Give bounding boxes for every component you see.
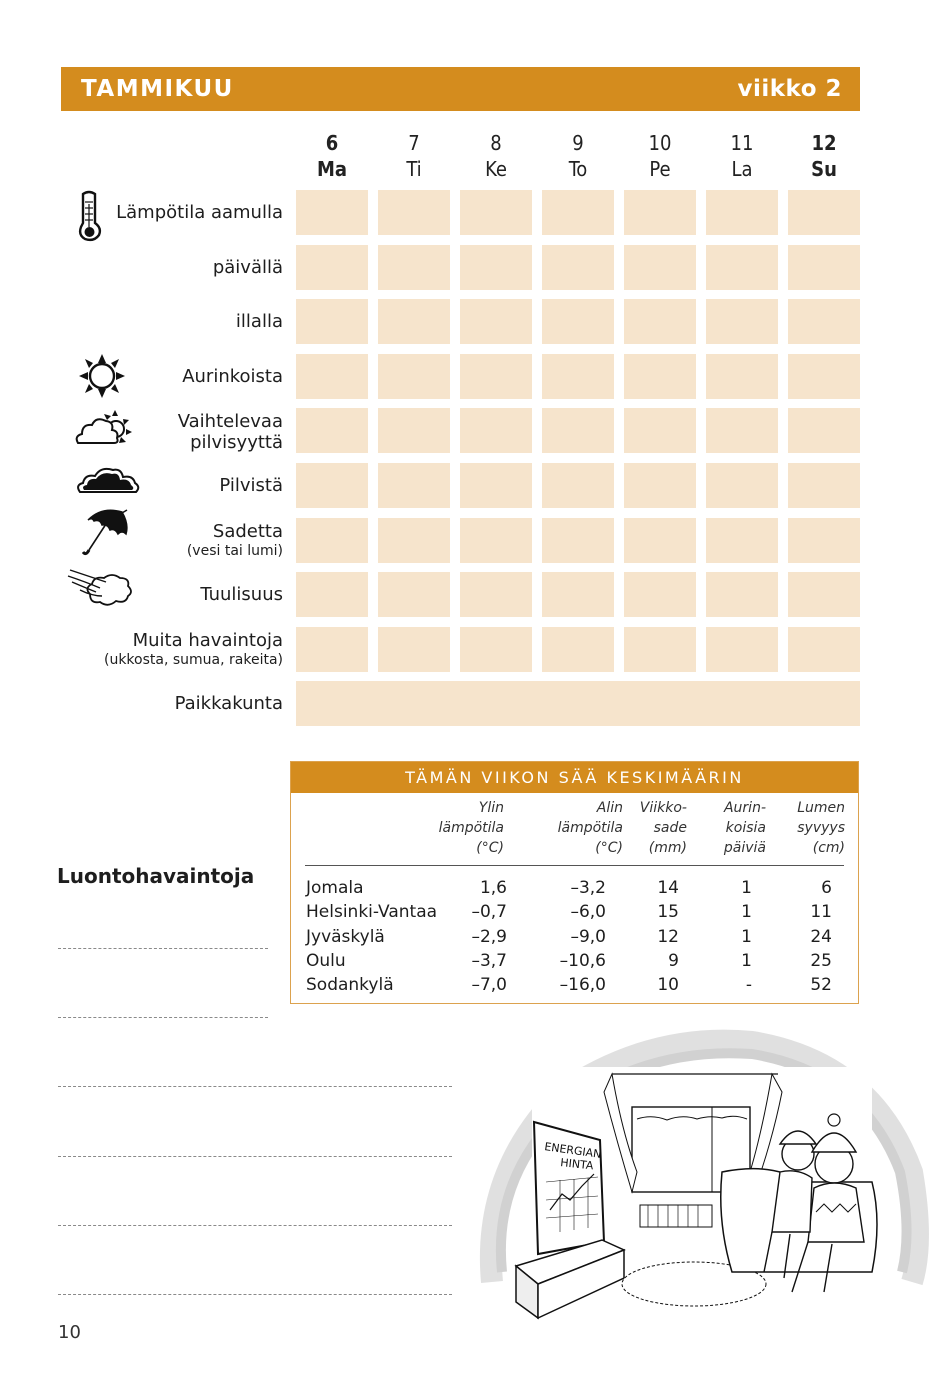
- row-label-subtext: (vesi tai lumi): [186, 542, 283, 559]
- day-number: 11: [730, 131, 754, 155]
- entry-cell[interactable]: [460, 518, 532, 563]
- entry-cell[interactable]: [378, 518, 450, 563]
- column-header-line: Viikko-: [639, 800, 687, 816]
- row-label: [104, 630, 283, 670]
- day-header: [706, 130, 778, 182]
- column-header-line: (cm): [812, 840, 845, 856]
- row-label-subtext: (ukkosta, sumua, rakeita): [103, 651, 283, 668]
- entry-cell[interactable]: [706, 572, 778, 617]
- note-line[interactable]: [58, 948, 268, 949]
- entry-cell[interactable]: [542, 190, 614, 235]
- day-name: Ma: [316, 157, 348, 181]
- entry-cell[interactable]: [542, 572, 614, 617]
- entry-cell[interactable]: [460, 463, 532, 508]
- entry-cell[interactable]: [378, 408, 450, 453]
- entry-cell[interactable]: [296, 572, 368, 617]
- weekly-average-title: TÄMÄN VIIKON SÄÄ KESKIMÄÄRIN: [291, 762, 858, 793]
- day-name: Ti: [406, 157, 422, 181]
- column-header: [724, 798, 766, 858]
- column-header-line: (°C): [595, 840, 623, 856]
- entry-cell[interactable]: [788, 572, 860, 617]
- entry-cell[interactable]: [296, 354, 368, 399]
- column-header-line: lämpötila: [557, 820, 623, 836]
- table-value: 1: [741, 902, 752, 923]
- table-value: 9: [668, 950, 679, 971]
- month-title: TAMMIKUU: [81, 76, 234, 102]
- entry-cell[interactable]: [460, 408, 532, 453]
- entry-cell[interactable]: [542, 299, 614, 344]
- day-name: To: [568, 157, 588, 181]
- entry-cell[interactable]: [542, 627, 614, 672]
- column-header: [439, 798, 504, 858]
- table-value: 14: [657, 878, 679, 898]
- table-row: [291, 973, 858, 997]
- table-row: [291, 900, 858, 924]
- entry-cell[interactable]: [542, 408, 614, 453]
- thermometer-icon: [72, 190, 106, 242]
- column-header-line: Lumen: [797, 800, 845, 816]
- table-divider: [305, 865, 844, 866]
- column-header-line: koisia: [725, 820, 766, 836]
- entry-cell[interactable]: [296, 408, 368, 453]
- entry-cell[interactable]: [706, 299, 778, 344]
- sweater: [808, 1183, 864, 1242]
- entry-cell[interactable]: [706, 463, 778, 508]
- partly-cloudy-icon: [74, 410, 134, 446]
- row-label-text: Tuulisuus: [200, 584, 283, 606]
- table-value: 11: [810, 902, 832, 923]
- entry-cell[interactable]: [460, 299, 532, 344]
- energy-price-illustration: [472, 1022, 930, 1320]
- entry-cell[interactable]: [542, 463, 614, 508]
- table-value: –0,7: [471, 902, 507, 923]
- entry-cell[interactable]: [378, 463, 450, 508]
- entry-cell[interactable]: [296, 245, 368, 290]
- table-value: –3,7: [471, 950, 507, 971]
- entry-cell[interactable]: [296, 463, 368, 508]
- day-number: 12: [811, 131, 837, 155]
- table-value: –7,0: [471, 975, 507, 996]
- entry-cell[interactable]: [296, 627, 368, 672]
- row-label: [116, 202, 283, 223]
- page-number: 10: [58, 1322, 81, 1343]
- note-line[interactable]: [58, 1225, 452, 1226]
- entry-cell[interactable]: [460, 627, 532, 672]
- entry-cell[interactable]: [624, 408, 696, 453]
- note-line[interactable]: [58, 1017, 268, 1018]
- table-row: [291, 925, 858, 949]
- entry-cell[interactable]: [706, 245, 778, 290]
- station-name: Sodankylä: [306, 975, 394, 996]
- day-number: 6: [325, 131, 339, 155]
- entry-cell[interactable]: [788, 190, 860, 235]
- umbrella-icon: [82, 508, 130, 558]
- entry-cell[interactable]: [788, 245, 860, 290]
- entry-cell[interactable]: [706, 354, 778, 399]
- table-value: -: [745, 975, 752, 996]
- row-label: [219, 475, 283, 496]
- wind-icon: [66, 566, 138, 608]
- sun-icon: [78, 354, 126, 398]
- day-number: 9: [572, 131, 584, 155]
- radiator: [640, 1205, 712, 1227]
- entry-cell[interactable]: [624, 245, 696, 290]
- entry-cell[interactable]: [706, 627, 778, 672]
- tv-text-1: ENERGIAN: [543, 1140, 603, 1161]
- day-header: [788, 130, 860, 182]
- entry-cell[interactable]: [624, 463, 696, 508]
- row-label: [200, 584, 283, 605]
- note-line[interactable]: [58, 1156, 452, 1157]
- location-label: Paikkakunta: [174, 693, 283, 715]
- notes-title: Luontohavaintoja: [57, 864, 255, 888]
- table-value: 6: [821, 878, 832, 898]
- row-label-text: Aurinkoista: [182, 365, 283, 387]
- table-value: –9,0: [570, 926, 606, 947]
- day-header: [460, 130, 532, 182]
- entry-cell[interactable]: [296, 190, 368, 235]
- day-header: [296, 130, 368, 182]
- week-label: viikko 2: [737, 76, 842, 102]
- column-header: [558, 798, 623, 858]
- entry-cell[interactable]: [378, 190, 450, 235]
- column-header-line: syvyys: [797, 820, 845, 836]
- entry-cell[interactable]: [296, 299, 368, 344]
- station-name: Helsinki-Vantaa: [306, 902, 438, 923]
- entry-cell[interactable]: [624, 572, 696, 617]
- table-value: 24: [810, 926, 832, 947]
- row-label-text: Muita havaintoja: [132, 629, 283, 651]
- table-value: 10: [657, 975, 679, 996]
- table-value: –10,6: [559, 950, 606, 971]
- station-name: Jomala: [306, 878, 364, 898]
- table-value: –3,2: [570, 878, 606, 898]
- note-line[interactable]: [58, 1294, 452, 1295]
- day-name: La: [731, 157, 753, 181]
- entry-cell[interactable]: [378, 354, 450, 399]
- entry-cell[interactable]: [460, 572, 532, 617]
- table-value: 1,6: [479, 878, 507, 898]
- entry-cell[interactable]: [788, 463, 860, 508]
- table-value: 1: [741, 926, 752, 947]
- table-row: [291, 876, 858, 900]
- table-value: 1: [741, 878, 752, 898]
- entry-cell[interactable]: [296, 518, 368, 563]
- entry-cell[interactable]: [624, 518, 696, 563]
- station-name: Jyväskylä: [306, 926, 385, 947]
- entry-cell[interactable]: [788, 408, 860, 453]
- note-line[interactable]: [58, 1086, 452, 1087]
- day-header: [378, 130, 450, 182]
- row-label: [213, 257, 283, 278]
- row-label-text: päivällä: [212, 256, 283, 278]
- column-header-line: (mm): [648, 840, 687, 856]
- table-value: –6,0: [570, 902, 606, 923]
- entry-cell[interactable]: [378, 572, 450, 617]
- row-label: [187, 521, 283, 561]
- column-header-line: päiviä: [723, 840, 766, 856]
- weekly-average-table: [290, 761, 859, 1004]
- day-name: Su: [811, 157, 837, 181]
- day-header: [624, 130, 696, 182]
- entry-cell[interactable]: [542, 245, 614, 290]
- entry-cell[interactable]: [706, 190, 778, 235]
- entry-cell[interactable]: [624, 190, 696, 235]
- column-header: [797, 798, 845, 858]
- entry-cell[interactable]: [788, 299, 860, 344]
- table-value: 15: [657, 902, 679, 923]
- row-label-text: Vaihtelevaa: [177, 411, 283, 433]
- day-name: Pe: [649, 157, 671, 181]
- row-label-text: Pilvistä: [219, 475, 283, 496]
- row-label-text: Lämpötila aamulla: [116, 202, 283, 223]
- cloud-icon: [75, 465, 141, 495]
- entry-cell[interactable]: [378, 299, 450, 344]
- entry-cell[interactable]: [542, 354, 614, 399]
- table-row: [291, 949, 858, 973]
- table-value: 1: [741, 950, 752, 971]
- column-header-line: (°C): [476, 840, 504, 856]
- day-number: 8: [490, 131, 502, 155]
- entry-cell[interactable]: [624, 299, 696, 344]
- entry-cell[interactable]: [788, 518, 860, 563]
- entry-cell[interactable]: [624, 627, 696, 672]
- day-header: [542, 130, 614, 182]
- station-name: Oulu: [306, 950, 346, 971]
- day-number: 10: [648, 131, 672, 155]
- row-label: [178, 411, 283, 453]
- day-name: Ke: [485, 157, 507, 181]
- entry-cell[interactable]: [624, 354, 696, 399]
- column-header-line: lämpötila: [438, 820, 504, 836]
- column-header-line: Aurin-: [723, 800, 766, 816]
- row-label-text: Sadetta: [212, 520, 283, 542]
- column-header-line: Ylin: [478, 800, 504, 816]
- day-number: 7: [408, 131, 420, 155]
- column-header-line: Alin: [596, 800, 623, 816]
- entry-cell[interactable]: [378, 627, 450, 672]
- table-value: –16,0: [559, 975, 606, 996]
- entry-cell[interactable]: [706, 518, 778, 563]
- entry-cell[interactable]: [378, 245, 450, 290]
- column-header: [640, 798, 687, 858]
- entry-cell[interactable]: [460, 190, 532, 235]
- entry-cell[interactable]: [788, 627, 860, 672]
- table-value: –2,9: [471, 926, 507, 947]
- entry-cell[interactable]: [542, 518, 614, 563]
- title-bar: [61, 67, 860, 111]
- entry-cell[interactable]: [788, 354, 860, 399]
- column-header-line: sade: [653, 820, 687, 836]
- location-input[interactable]: [296, 681, 860, 726]
- row-label: [182, 366, 283, 387]
- entry-cell[interactable]: [460, 245, 532, 290]
- row-label: [236, 311, 283, 332]
- tv-text-2: HINTA: [559, 1156, 595, 1173]
- row-label-text: illalla: [235, 311, 283, 333]
- table-value: 25: [810, 950, 832, 971]
- entry-cell[interactable]: [460, 354, 532, 399]
- table-value: 52: [810, 975, 832, 996]
- row-label-subtext: pilvisyyttä: [190, 432, 283, 454]
- table-value: 12: [657, 926, 679, 947]
- entry-cell[interactable]: [706, 408, 778, 453]
